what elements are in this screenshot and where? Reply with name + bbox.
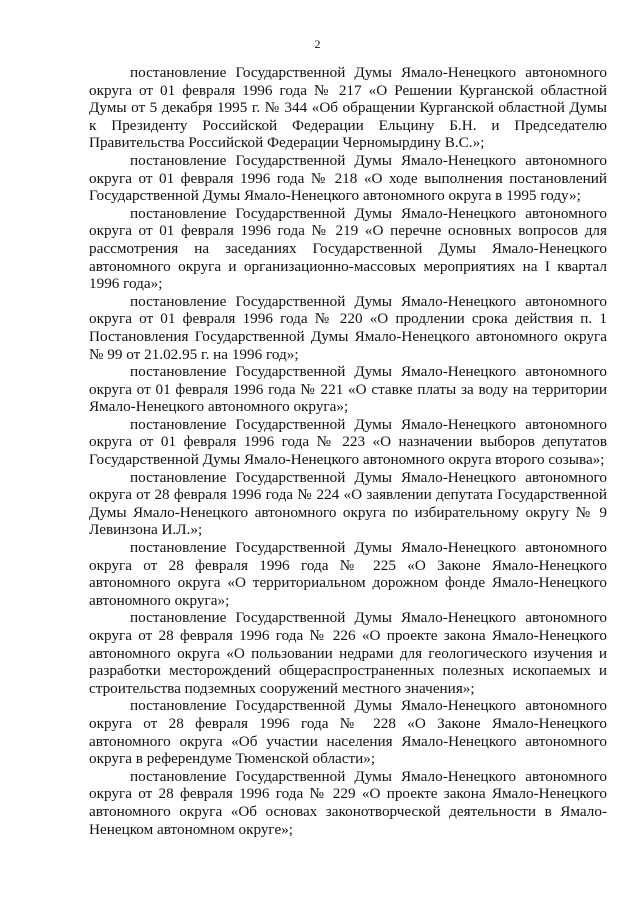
resolution-list bbox=[89, 64, 607, 838]
resolution-paragraph: постановление Государственной Думы Ямало-Ненецкого автономного округа от 28 февраля 1996 года № 224 «О заявлении депутата Государственной Думы Ямало-Ненецкого автономного округа по избирательному округу № 9 Левинзона И.Л.»; bbox=[89, 468, 607, 539]
resolution-paragraph: постановление Государственной Думы Ямало-Ненецкого автономного округа от 01 февраля 1996 года № 220 «О продлении срока действия п. 1 Постановления Государственной Думы Ямало-Ненецкого автономного округа № 99 от 21.02.95 г. на 1996 год»; bbox=[89, 292, 607, 363]
resolution-paragraph: постановление Государственной Думы Ямало-Ненецкого автономного округа от 01 февраля 1996 года № 221 «О ставке платы за воду на территории Ямало-Ненецкого автономного округа»; bbox=[89, 363, 607, 416]
resolution-paragraph: постановление Государственной Думы Ямало-Ненецкого автономного округа от 01 февраля 1996 года № 223 «О назначении выборов депутатов Государственной Думы Ямало-Ненецкого автономного округа второго созыва»; bbox=[89, 415, 607, 469]
resolution-paragraph: постановление Государственной Думы Ямало-Ненецкого автономного округа от 28 февраля 1996 года № 225 «О Законе Ямало-Ненецкого автономного округа «О территориальном дорожном фонде Ямало-Ненецкого автономного округа»; bbox=[89, 539, 607, 609]
resolution-paragraph: постановление Государственной Думы Ямало-Ненецкого автономного округа от 01 февраля 1996 года № 217 «О Решении Курганской областной Думы от 5 декабря 1995 г. № 344 «Об обращении Курганской областной Думы к Президенту Российской Федерации Ельцину Б.Н. и Председателю Правительства Российской Федерации Черномырдину В.С.»; bbox=[89, 64, 607, 152]
resolution-paragraph: постановление Государственной Думы Ямало-Ненецкого автономного округа от 01 февраля 1996 года № 218 «О ходе выполнения постановлений Государственной Думы Ямало-Ненецкого автономного округа в 1995 году»; bbox=[89, 151, 607, 205]
resolution-paragraph: постановление Государственной Думы Ямало-Ненецкого автономного округа от 01 февраля 1996 года № 219 «О перечне основных вопросов для рассмотрения на заседаниях Государственной Думы Ямало-Ненецкого автономного округа и организационно-массовых мероприятиях на I квартал 1996 года»; bbox=[89, 204, 607, 293]
resolution-paragraph: постановление Государственной Думы Ямало-Ненецкого автономного округа от 28 февраля 1996 года № 228 «О Законе Ямало-Ненецкого автономного округа «Об участии населения Ямало-Ненецкого автономного округа в референдуме Тюменской области»; bbox=[89, 697, 607, 768]
resolution-paragraph: постановление Государственной Думы Ямало-Ненецкого автономного округа от 28 февраля 1996 года № 226 «О проекте закона Ямало-Ненецкого автономного округа «О пользовании недрами для геологического изучения и разработки месторождений общераспространенных полезных ископаемых и строительства подземных сооружений местного значения»; bbox=[89, 609, 607, 697]
page-number: 2 bbox=[314, 37, 321, 51]
resolution-paragraph: постановление Государственной Думы Ямало-Ненецкого автономного округа от 28 февраля 1996 года № 229 «О проекте закона Ямало-Ненецкого автономного округа «Об основах законотворческой деятельности в Ямало-Ненецком автономном округе»; bbox=[89, 767, 607, 838]
